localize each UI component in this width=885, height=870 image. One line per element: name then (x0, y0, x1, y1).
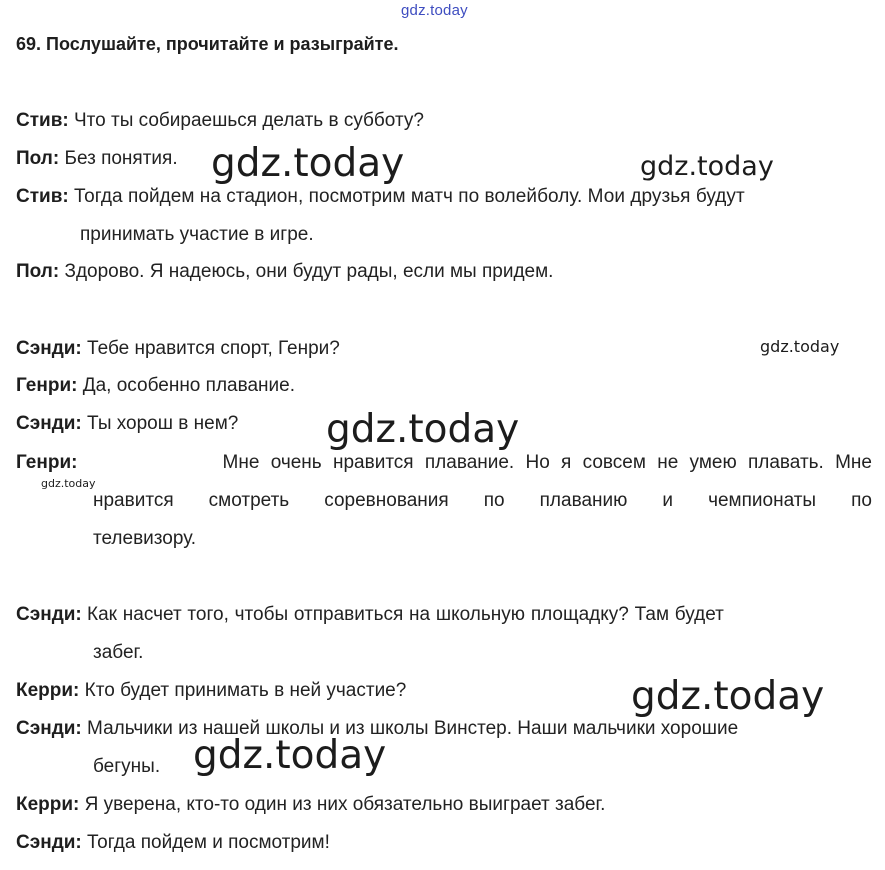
dialogue-line (16, 603, 724, 627)
word: по (483, 490, 505, 511)
header-watermark: gdz.today (401, 2, 468, 19)
speaker-name: Генри: (16, 375, 78, 396)
speaker-name: Сэнди: (16, 604, 82, 625)
watermark-text: gdz.today (631, 674, 825, 719)
line-continuation: забег. (93, 642, 144, 663)
dialogue-line (16, 260, 553, 284)
speaker-name: Сэнди: (16, 832, 82, 853)
dialogue-line (16, 831, 330, 855)
watermark-text: gdz.today (41, 477, 96, 490)
line-text: Мальчики из нашей школы и из школы Винстер. Наши мальчики хорошие (87, 718, 739, 739)
watermark-text: gdz.today (640, 151, 774, 182)
word: и (662, 490, 674, 511)
watermark-text: gdz.today (211, 141, 405, 186)
speaker-name: Сэнди: (16, 338, 82, 359)
line-continuation: бегуны. (93, 756, 161, 777)
word: плаванию (539, 490, 628, 511)
dialogue-line (16, 451, 872, 475)
speaker-name: Стив: (16, 110, 69, 131)
line-text: Я уверена, кто-то один из них обязательно выиграет забег. (84, 794, 606, 815)
line-text: Здорово. Я надеюсь, они будут рады, если мы придем. (64, 261, 554, 282)
line-text: Тогда пойдем на стадион, посмотрим матч по волейболу. Мои друзья будут (74, 186, 745, 207)
word: нравится (93, 490, 174, 511)
line-text: Без понятия. (64, 148, 178, 169)
word: по (851, 490, 872, 511)
speaker-name: Стив: (16, 186, 69, 207)
line-text: Кто будет принимать в ней участие? (84, 680, 407, 701)
line-text: Тебе нравится спорт, Генри? (87, 338, 340, 359)
speaker-name: Керри: (16, 794, 80, 815)
dialogue-line (16, 374, 295, 398)
dialogue-line (16, 793, 605, 817)
speaker-name: Генри: (16, 452, 78, 473)
word: чемпионаты (708, 490, 817, 511)
speaker-name: Сэнди: (16, 413, 82, 434)
dialogue-line (16, 147, 178, 171)
speaker-name: Керри: (16, 680, 80, 701)
watermark-text: gdz.today (326, 407, 520, 452)
exercise-title: 69. Послушайте, прочитайте и разыграйте. (16, 34, 399, 54)
line-text: Тогда пойдем и посмотрим! (87, 832, 330, 853)
dialogue-line (16, 412, 238, 436)
speaker-name: Пол: (16, 261, 60, 282)
line-text: Мне очень нравится плавание. Но я совсем не умею плавать. Мне (222, 452, 872, 473)
line-text: Как насчет того, чтобы отправиться на школьную площадку? Там будет (87, 604, 724, 625)
word: смотреть (208, 490, 290, 511)
dialogue-line (16, 185, 745, 209)
line-text: Что ты собираешься делать в субботу? (74, 110, 424, 131)
dialogue-line (16, 679, 406, 703)
dialogue-line (16, 109, 424, 133)
line-continuation: принимать участие в игре. (80, 224, 314, 245)
speaker-name: Сэнди: (16, 718, 82, 739)
watermark-text: gdz.today (193, 733, 387, 778)
line-text: Да, особенно плавание. (82, 375, 295, 396)
watermark-text: gdz.today (760, 337, 840, 356)
line-text: Ты хорош в нем? (87, 413, 239, 434)
dialogue-line (16, 337, 340, 361)
line-continuation (93, 489, 872, 513)
line-continuation: телевизору. (93, 528, 197, 549)
word: соревнования (324, 490, 449, 511)
speaker-name: Пол: (16, 148, 60, 169)
